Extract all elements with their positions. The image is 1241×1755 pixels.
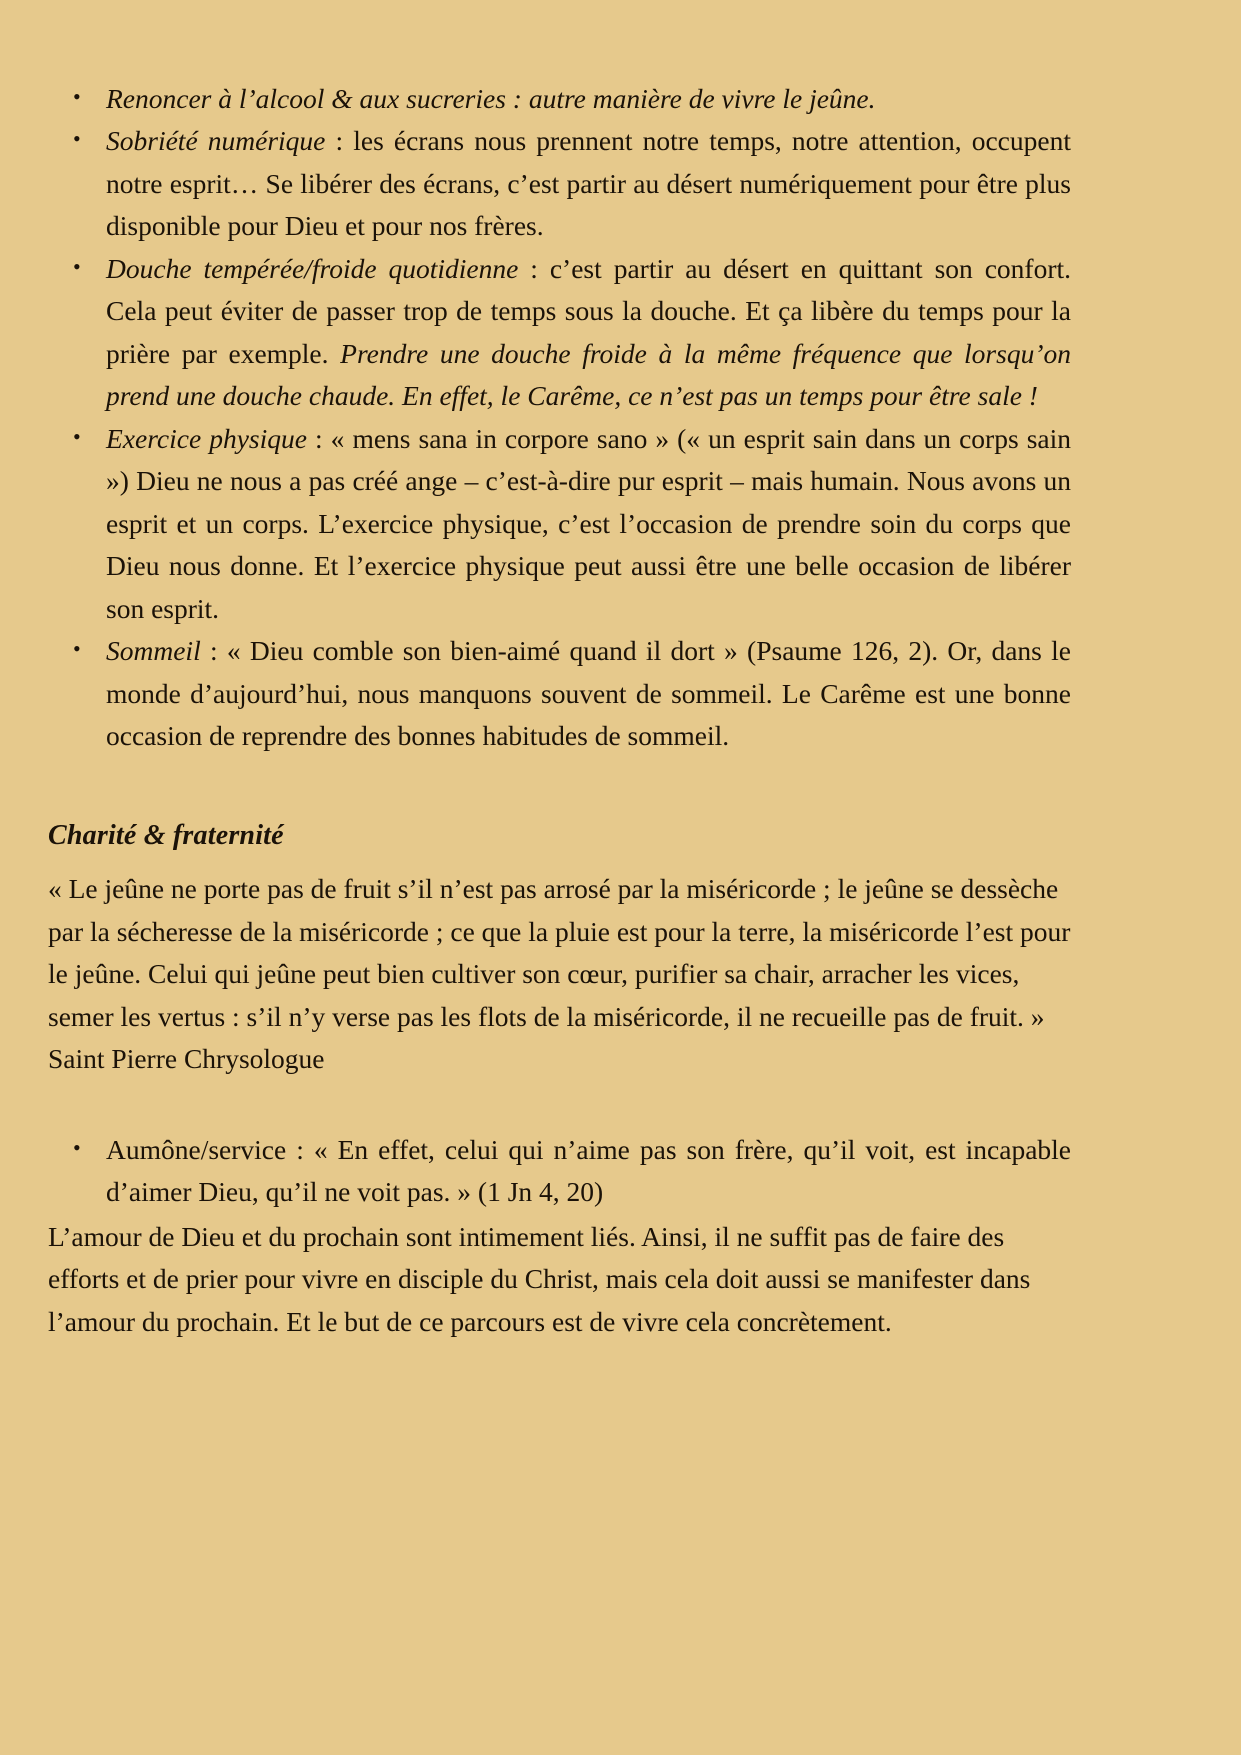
bullet-body-text: : les écrans nous prennent notre temps, notre attention, occupent notre esprit… Se libérer des écrans, c’est partir au désert numériquement pour être plus disponible pour Dieu et pour nos frères.: [106, 125, 1071, 242]
list-item: [48, 418, 1071, 630]
list-item: [48, 1129, 1071, 1214]
spacer: [48, 758, 1071, 818]
list-item: [48, 120, 1071, 247]
closing-block: [48, 1216, 1071, 1343]
list-item: [48, 630, 1071, 757]
bullet-lead-label: Sobriété numérique: [106, 125, 326, 157]
bullet-body-text: : « En effet, celui qui n’aime pas son frère, qu’il voit, est incapable d’aimer Dieu, qu’il ne voit pas. » (1 Jn 4, 20): [106, 1133, 1071, 1208]
spacer: [48, 854, 1071, 868]
bullet-lead-label: Exercice physique: [106, 422, 307, 454]
bullet-body-text: : autre manière de vivre le jeûne.: [505, 83, 876, 114]
bullet-lead-label: Renoncer à l’alcool & aux sucreries: [106, 83, 506, 114]
bullet-lead-label: Sommeil: [106, 635, 201, 667]
bullet-body-text: : « Dieu comble son bien-aimé quand il dort » (Psaume 126, 2). Or, dans le monde d’aujourd’hui, nous manquons souvent de sommeil. Le Carême est une bonne occasion de reprendre des bonnes habitudes de sommeil.: [106, 635, 1071, 752]
bullet-lead-label: Aumône/service: [106, 1133, 287, 1165]
spacer: [48, 1081, 1071, 1129]
bullet-body-text: : « mens sana in corpore sano » (« un esprit sain dans un corps sain ») Dieu ne nous a pas créé ange – c’est-à-dire pur esprit – mais humain. Nous avons un esprit et un corps. L’exercice physique, c’est l’occasion de prendre soin du corps que Dieu nous donne. Et l’exercice physique peut aussi être une belle occasion de libérer son esprit.: [106, 422, 1072, 624]
practices-bullet-list: [48, 78, 1071, 758]
bullet-body-emphasis: Prendre une douche froide à la même fréquence que lorsqu’on prend une douche chaude. En effet, le Carême, ce n’est pas un temps pour être sale !: [106, 337, 1071, 412]
closing-paragraph: L’amour de Dieu et du prochain sont intimement liés. Ainsi, il ne suffit pas de faire des efforts et de prier pour vivre en disciple du Christ, mais cela doit aussi se manifester dans l’amour du prochain. Et le but de ce parcours est de vivre cela concrètement.: [48, 1220, 1031, 1337]
list-item: [48, 78, 1071, 120]
section-heading: Charité & fraternité: [48, 819, 284, 851]
list-item: [48, 248, 1071, 418]
bullet-lead-label: Douche tempérée/froide quotidienne: [106, 252, 519, 284]
bullet-body-text: : c’est partir au désert en quittant son confort. Cela peut éviter de passer trop de temps sous la douche. Et ça libère du temps pour la prière par exemple.: [106, 252, 1071, 369]
quote-paragraph: « Le jeûne ne porte pas de fruit s’il n’est pas arrosé par la miséricorde ; le jeûne se dessèche par la sécheresse de la miséricorde ; ce que la pluie est pour la terre, la miséricorde l’est pour le jeûne. Celui qui jeûne peut bien cultiver son cœur, purifier sa chair, arracher les vices, semer les vertus : s’il n’y verse pas les flots de la miséricorde, il ne recueille pas de fruit. » Saint Pierre Chrysologue: [48, 873, 1071, 1075]
quote-block: [48, 868, 1071, 1080]
charity-bullet-list: [48, 1129, 1071, 1214]
